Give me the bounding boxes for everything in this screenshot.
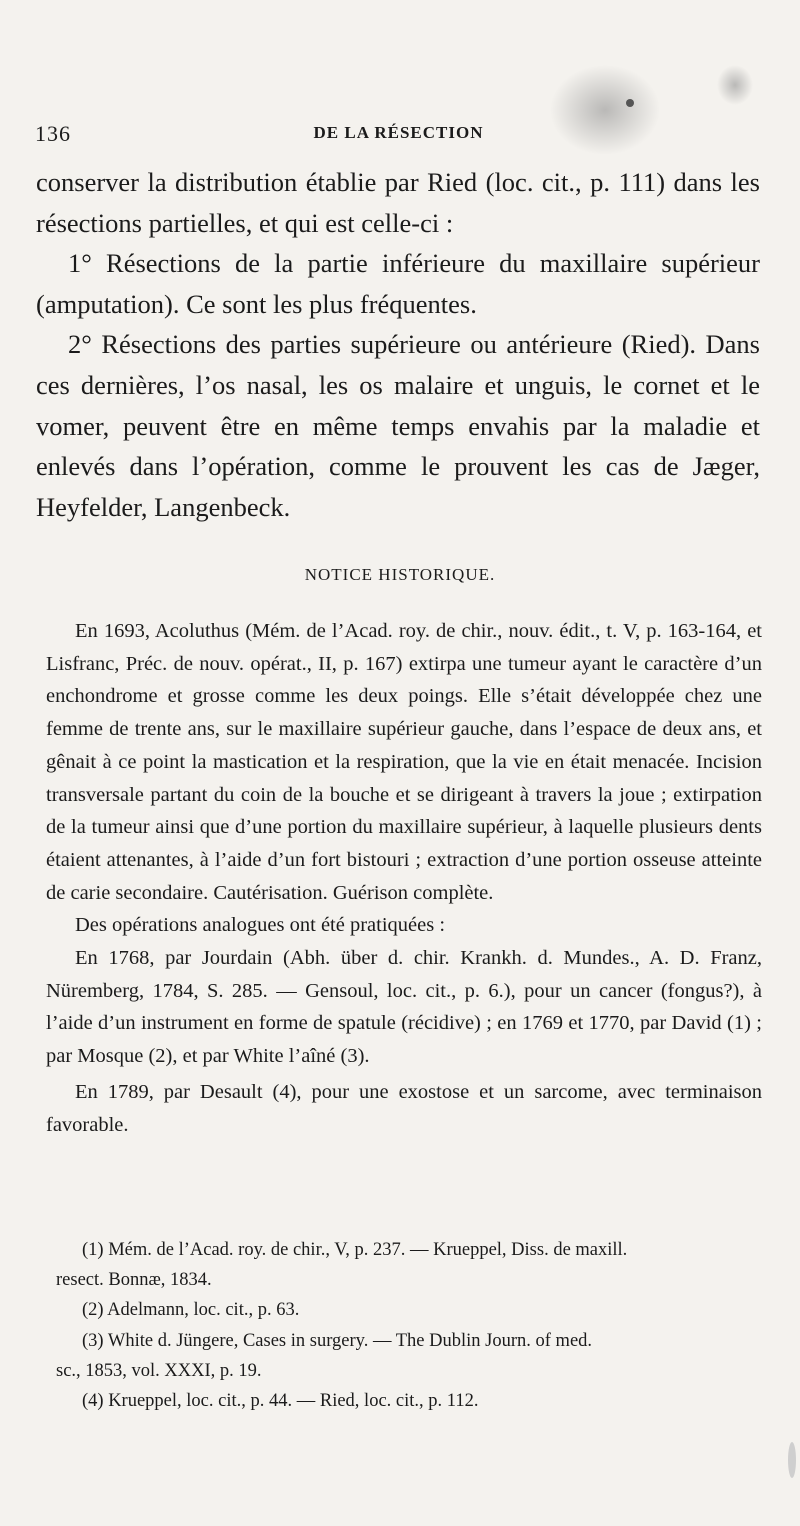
history-paragraph-jourdain: En 1768, par Jourdain (Abh. über d. chir. Krankh. d. Mundes., A. D. Franz, Nüremberg, 1784, S. 285. — Gensoul, loc. cit., p. 6.), pour un cancer (fongus?), à l’aide d’un instrument en forme de spatule (récidive) ; en 1769 et 1770, par David (1) ; par Mosque (2), et par White l’aîné (3).: [46, 947, 762, 1068]
footnote-3-continued: sc., 1853, vol. XXXI, p. 19.: [56, 1360, 262, 1381]
historical-notice: [46, 615, 762, 1141]
body-text: [36, 162, 760, 527]
history-paragraph-desault: En 1789, par Desault (4), pour une exostose et un sarcome, avec terminaison favorable.: [46, 1080, 762, 1136]
footnote-1-continued: resect. Bonnæ, 1834.: [56, 1270, 212, 1291]
running-header: [35, 121, 762, 151]
paragraph-distribution: conserver la distribution établie par Ried (loc. cit., p. 111) dans les résections partielles, et qui est celle-ci :: [36, 167, 760, 238]
running-title: DE LA RÉSECTION: [313, 123, 484, 142]
paragraph-resection-1: 1° Résections de la partie inférieure du maxillaire supérieur (amputation). Ce sont les plus fréquentes.: [36, 248, 760, 319]
history-paragraph-acoluthus: En 1693, Acoluthus (Mém. de l’Acad. roy. de chir., nouv. édit., t. V, p. 163-164, et Lisfranc, Préc. de nouv. opérat., II, p. 167) extirpa une tumeur ayant le caractère d’un enchondrome et grosse comme les deux poings. Elle s’était développée chez une femme de trente ans, sur le maxillaire supérieur gauche, dans l’espace de deux ans, et gênait à ce point la mastication et la respiration, que la vie en était menacée. Incision transversale partant du coin de la bouche et se dirigeant à travers la joue ; extirpation de la tumeur ainsi que d’une portion du maxillaire supérieur, à laquelle plusieurs dents étaient attenantes, à l’aide d’un fort bistouri ; extraction d’une portion osseuse atteinte de carie secondaire. Cautérisation. Guérison complète.: [46, 620, 762, 904]
paragraph-resection-2: 2° Résections des parties supérieure ou antérieure (Ried). Dans ces dernières, l’os nasal, les os malaire et unguis, le cornet et le vomer, peuvent être en même temps envahis par la maladie et enlevés dans l’opération, comme le prouvent les cas de Jæger, Heyfelder, Langenbeck.: [36, 329, 760, 522]
footnotes: [56, 1235, 764, 1416]
footnote-3: (3) White d. Jüngere, Cases in surgery. — The Dublin Journ. of med.: [82, 1330, 593, 1351]
page-number: 136: [35, 121, 71, 146]
footnote-4: (4) Krueppel, loc. cit., p. 44. — Ried, loc. cit., p. 112.: [82, 1391, 479, 1412]
section-title: NOTICE HISTORIQUE.: [304, 565, 496, 584]
footnote-2: (2) Adelmann, loc. cit., p. 63.: [82, 1300, 300, 1321]
history-paragraph-analogues: Des opérations analogues ont été pratiquées :: [75, 914, 446, 937]
footnote-1: (1) Mém. de l’Acad. roy. de chir., V, p. 237. — Krueppel, Diss. de maxill.: [82, 1240, 628, 1260]
